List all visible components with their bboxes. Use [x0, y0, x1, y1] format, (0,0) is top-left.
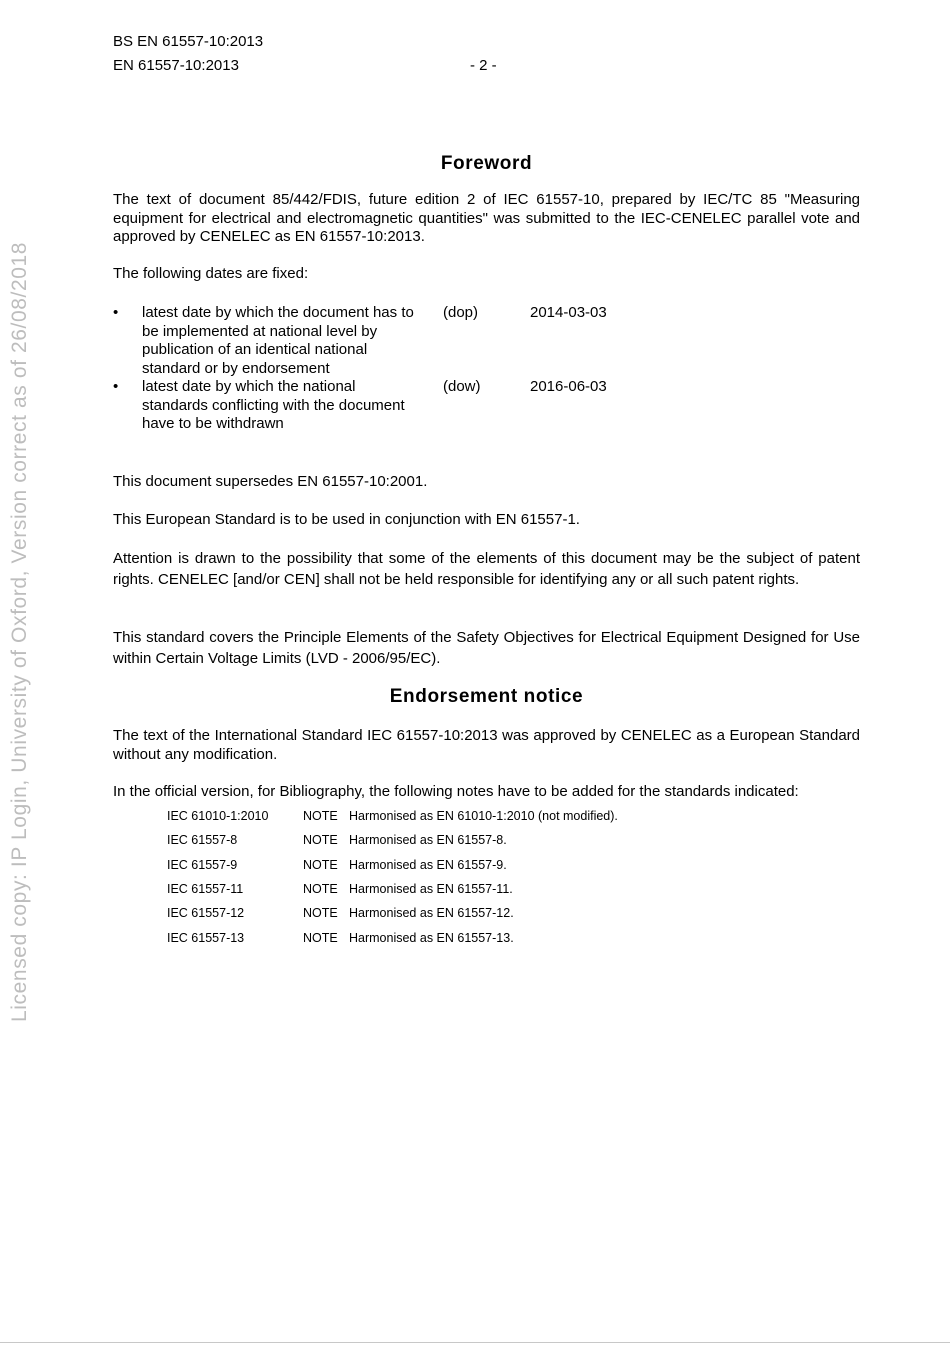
- dates-intro-paragraph: The following dates are fixed:: [113, 265, 309, 282]
- note-row: [167, 833, 767, 853]
- note-label: NOTE: [303, 809, 338, 823]
- note-standard: IEC 61557-12: [167, 906, 245, 921]
- header-en-doc-id: EN 61557-10:2013: [113, 57, 239, 74]
- lvd-paragraph: This standard covers the Principle Elements of the Safety Objectives for Electrical Equipment Designed for Use within Certain Voltage Limits (LVD - 2006/95/EC).: [113, 629, 860, 667]
- conjunction-paragraph: This European Standard is to be used in conjunction with EN 61557-1.: [113, 511, 580, 528]
- note-standard: IEC 61557-13: [167, 930, 245, 945]
- date-description: latest date by which the national standards conflicting with the document have to be withdrawn: [142, 378, 405, 432]
- date-code: (dow): [443, 378, 481, 395]
- license-stamp: Licensed copy: IP Login, University of Oxford, Version correct as of 26/08/2018: [8, 241, 31, 1022]
- bullet-icon: •: [113, 378, 119, 395]
- note-text: Harmonised as EN 61010-1:2010 (not modified).: [349, 809, 618, 823]
- bullet-icon: •: [113, 304, 119, 321]
- patent-paragraph: Attention is drawn to the possibility that some of the elements of this document may be the subject of patent rights. CENELEC [and/or CEN] shall not be held responsible for identifying any or all such patent rights.: [113, 550, 860, 588]
- foreword-heading: Foreword: [440, 153, 533, 174]
- note-row: [167, 906, 767, 926]
- note-label: NOTE: [303, 930, 338, 945]
- note-text: Harmonised as EN 61557-12.: [349, 906, 514, 921]
- supersedes-paragraph: This document supersedes EN 61557-10:2001.: [113, 473, 428, 490]
- note-standard: IEC 61557-8: [167, 833, 238, 848]
- header-bs-doc-id: BS EN 61557-10:2013: [113, 33, 264, 50]
- note-row: [167, 809, 767, 829]
- foreword-intro-paragraph: The text of document 85/442/FDIS, future edition 2 of IEC 61557-10, prepared by IEC/TC 85 "Measuring equipment for electrical and electromagnetic quantities" was submitted to the IEC-CENELEC parallel vote and approved by CENELEC as EN 61557-10:2013.: [113, 191, 860, 245]
- date-value: 2014-03-03: [530, 304, 607, 321]
- note-row: [167, 882, 767, 902]
- note-text: Harmonised as EN 61557-11.: [349, 881, 513, 896]
- bibliography-intro-paragraph: In the official version, for Bibliography, the following notes have to be added for the standards indicated:: [113, 783, 799, 800]
- endorsement-heading: Endorsement notice: [389, 686, 584, 707]
- date-description: latest date by which the document has to be implemented at national level by publication of an identical national standard or by endorsement: [142, 304, 414, 377]
- note-text: Harmonised as EN 61557-8.: [349, 833, 507, 848]
- page-number: - 2 -: [470, 57, 497, 74]
- note-label: NOTE: [303, 906, 338, 921]
- note-label: NOTE: [303, 833, 338, 848]
- endorsement-paragraph: The text of the International Standard IEC 61557-10:2013 was approved by CENELEC as a European Standard without any modification.: [113, 727, 860, 763]
- note-standard: IEC 61557-9: [167, 857, 238, 872]
- note-label: NOTE: [303, 857, 338, 872]
- note-row: [167, 931, 767, 951]
- note-row: [167, 858, 767, 878]
- note-text: Harmonised as EN 61557-9.: [349, 857, 507, 872]
- date-value: 2016-06-03: [530, 378, 607, 395]
- date-code: (dop): [443, 304, 479, 321]
- note-standard: IEC 61010-1:2010: [167, 809, 269, 823]
- note-standard: IEC 61557-11: [167, 881, 244, 896]
- note-text: Harmonised as EN 61557-13.: [349, 930, 514, 945]
- note-label: NOTE: [303, 881, 338, 896]
